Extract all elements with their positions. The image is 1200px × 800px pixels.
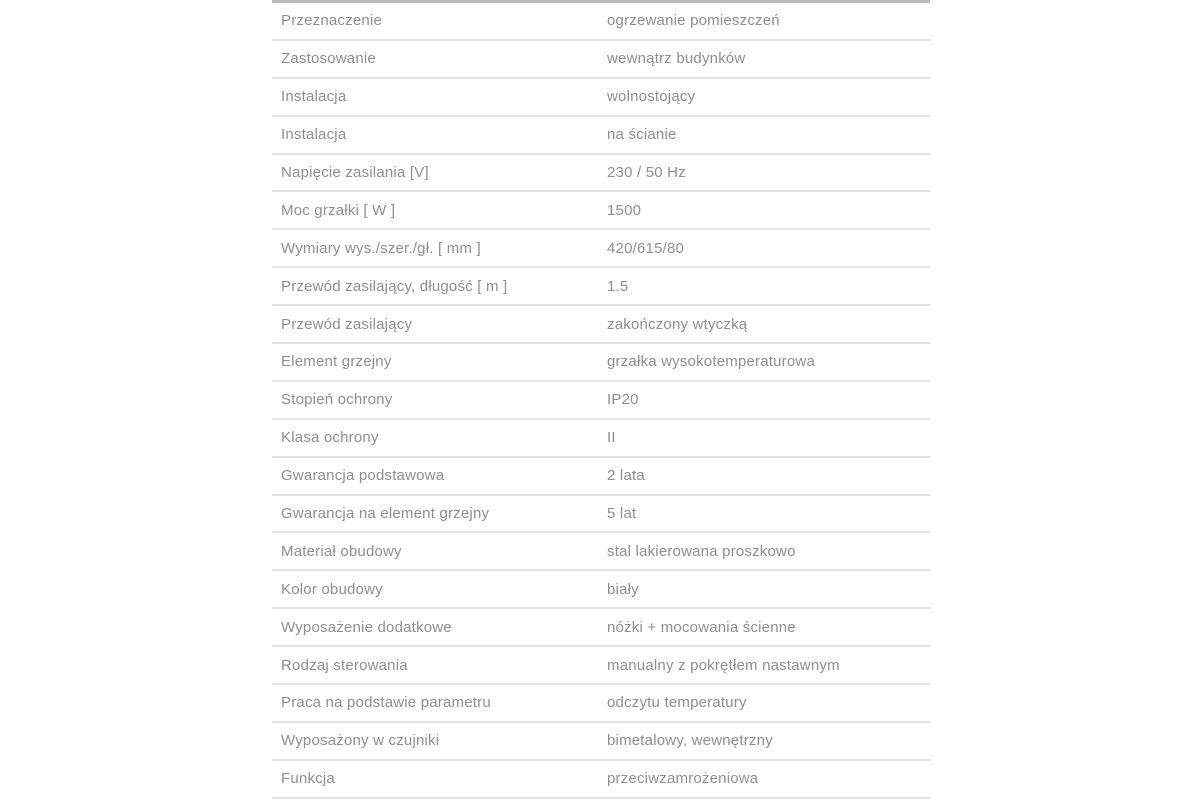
spec-value: ogrzewanie pomieszczeń bbox=[607, 12, 780, 30]
table-row bbox=[272, 609, 930, 647]
spec-value: 5 lat bbox=[607, 505, 637, 523]
spec-value: zakończony wtyczką bbox=[607, 315, 748, 333]
spec-label: Instalacja bbox=[281, 88, 347, 106]
table-row bbox=[272, 533, 930, 571]
table-row bbox=[272, 306, 930, 344]
table-row bbox=[272, 420, 930, 458]
spec-label: Gwarancja podstawowa bbox=[281, 467, 445, 485]
spec-value: manualny z pokrętłem nastawnym bbox=[607, 656, 840, 674]
product-spec-table bbox=[272, 0, 930, 800]
spec-value: na ścianie bbox=[607, 126, 677, 144]
spec-value: 2 lata bbox=[607, 467, 645, 485]
spec-label: Wyposażony w czujniki bbox=[281, 732, 440, 750]
spec-label: Kolor obudowy bbox=[281, 580, 383, 598]
spec-label: Moc grzałki [ W ] bbox=[281, 201, 396, 219]
spec-label: Napięcie zasilania [V] bbox=[281, 164, 429, 181]
table-row bbox=[272, 230, 930, 268]
table-row bbox=[272, 647, 930, 685]
table-row bbox=[272, 117, 930, 155]
spec-value: IP20 bbox=[607, 391, 639, 409]
table-row bbox=[272, 79, 930, 117]
spec-label: Zastosowanie bbox=[281, 50, 376, 68]
spec-value: wewnątrz budynków bbox=[607, 50, 746, 68]
spec-label: Rodzaj sterowania bbox=[281, 656, 408, 674]
table-row bbox=[272, 268, 930, 306]
spec-value: bimetalowy, wewnętrzny bbox=[607, 732, 773, 750]
spec-value: 1500 bbox=[607, 201, 642, 219]
spec-value: grzałka wysokotemperaturowa bbox=[607, 353, 815, 371]
spec-label: Klasa ochrony bbox=[281, 429, 379, 447]
table-row bbox=[272, 155, 930, 193]
table-row bbox=[272, 344, 930, 382]
spec-label: Przeznaczenie bbox=[281, 12, 382, 30]
spec-label: Wyposażenie dodatkowe bbox=[281, 618, 452, 636]
spec-value: biały bbox=[607, 580, 639, 598]
spec-label: Materiał obudowy bbox=[281, 542, 402, 560]
table-row bbox=[272, 723, 930, 761]
spec-label: Przewód zasilający, długość [ m ] bbox=[281, 277, 508, 295]
spec-value: 1.5 bbox=[607, 277, 629, 295]
spec-value: II bbox=[607, 429, 616, 447]
spec-value: wolnostojący bbox=[607, 88, 696, 106]
table-row bbox=[272, 3, 930, 41]
table-row bbox=[272, 761, 930, 799]
spec-value: odczytu temperatury bbox=[607, 694, 747, 712]
spec-label: Funkcja bbox=[281, 770, 335, 788]
spec-label: Element grzejny bbox=[281, 353, 392, 371]
spec-value: nóżki + mocowania ścienne bbox=[607, 618, 796, 636]
spec-label: Przewód zasilający bbox=[281, 315, 413, 333]
table-row bbox=[272, 685, 930, 723]
spec-value: przeciwzamrożeniowa bbox=[607, 770, 759, 788]
spec-label: Gwarancja na element grzejny bbox=[281, 505, 490, 523]
spec-value: 420/615/80 bbox=[607, 239, 685, 257]
table-row bbox=[272, 192, 930, 230]
spec-label: Praca na podstawie parametru bbox=[281, 694, 491, 712]
table-row bbox=[272, 458, 930, 496]
table-row bbox=[272, 496, 930, 534]
spec-label: Wymiary wys./szer./gł. [ mm ] bbox=[281, 239, 481, 257]
table-row bbox=[272, 41, 930, 79]
spec-label: Instalacja bbox=[281, 126, 347, 144]
spec-value: 230 / 50 Hz bbox=[607, 164, 686, 181]
spec-value: stal lakierowana proszkowo bbox=[607, 542, 796, 560]
table-row bbox=[272, 571, 930, 609]
table-row bbox=[272, 382, 930, 420]
spec-label: Stopień ochrony bbox=[281, 391, 393, 409]
